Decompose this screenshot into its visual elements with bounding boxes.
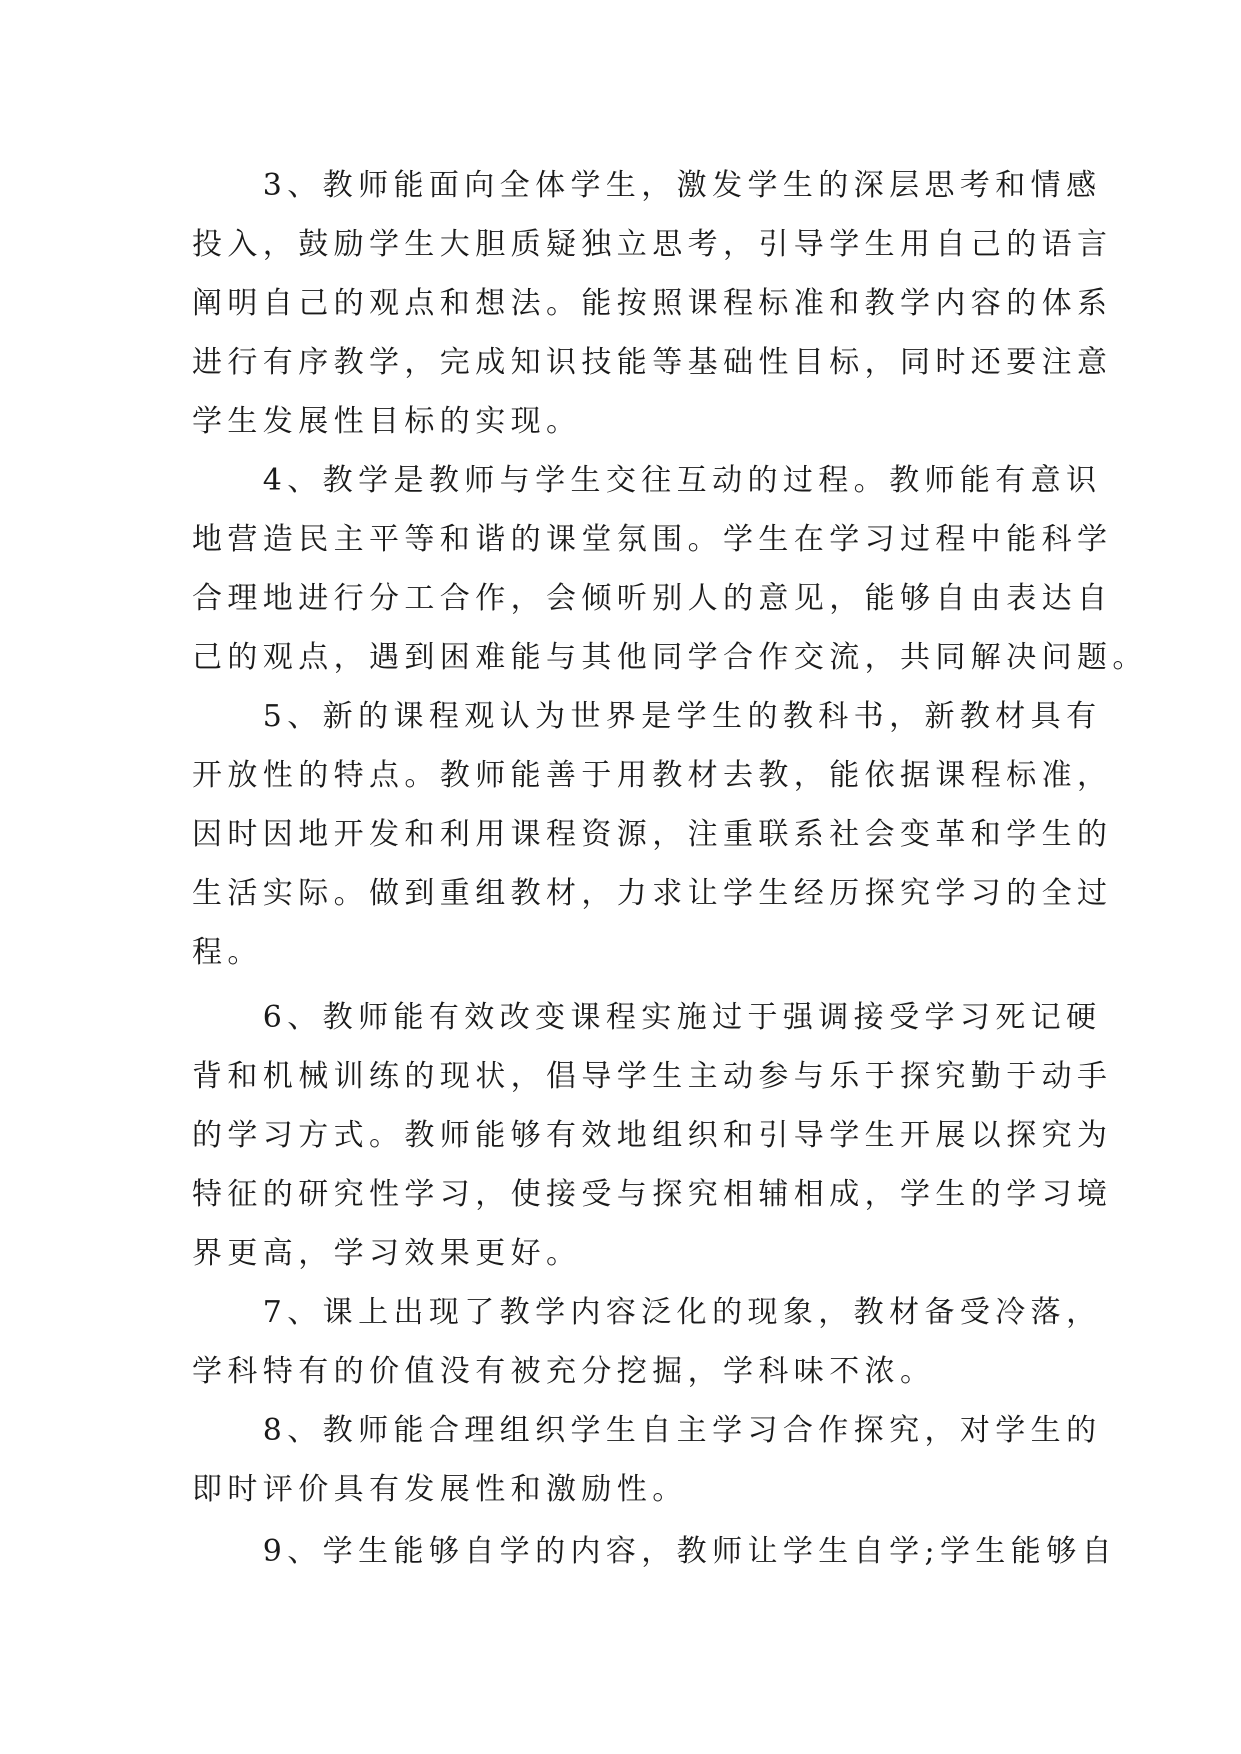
text-line: 阐明自己的观点和想法。能按照课程标准和教学内容的体系 [192, 286, 1113, 321]
text-line: 开放性的特点。教师能善于用教材去教，能依据课程标准， [192, 758, 1113, 793]
text-line: 3、教师能面向全体学生，激发学生的深层思考和情感 [192, 168, 1102, 203]
text-line: 的学习方式。教师能够有效地组织和引导学生开展以探究为 [192, 1118, 1113, 1153]
paragraph-5 [192, 687, 1113, 982]
text-line: 因时因地开发和利用课程资源，注重联系社会变革和学生的 [192, 817, 1113, 852]
text-line: 生活实际。做到重组教材，力求让学生经历探究学习的全过 [192, 876, 1113, 911]
paragraph-9 [192, 1522, 1117, 1581]
text-line: 己的观点，遇到困难能与其他同学合作交流，共同解决问题。 [192, 640, 1148, 675]
text-line: 5、新的课程观认为世界是学生的教科书，新教材具有 [192, 699, 1102, 734]
paragraph-7 [192, 1283, 1102, 1401]
text-line: 学科特有的价值没有被充分挖掘，学科味不浓。 [192, 1354, 936, 1389]
text-line: 合理地进行分工合作，会倾听别人的意见，能够自由表达自 [192, 581, 1113, 616]
text-line: 地营造民主平等和谐的课堂氛围。学生在学习过程中能科学 [192, 522, 1113, 557]
text-line: 7、课上出现了教学内容泛化的现象，教材备受冷落， [192, 1295, 1102, 1330]
text-line: 特征的研究性学习，使接受与探究相辅相成，学生的学习境 [192, 1177, 1113, 1212]
paragraph-6 [192, 988, 1113, 1283]
text-line: 投入，鼓励学生大胆质疑独立思考，引导学生用自己的语言 [192, 227, 1113, 262]
text-line: 即时评价具有发展性和激励性。 [192, 1472, 688, 1507]
text-line: 6、教师能有效改变课程实施过于强调接受学习死记硬 [192, 1000, 1102, 1035]
text-line: 9、学生能够自学的内容，教师让学生自学;学生能够自 [192, 1534, 1117, 1569]
text-line: 8、教师能合理组织学生自主学习合作探究，对学生的 [192, 1413, 1102, 1448]
paragraph-3 [192, 156, 1113, 451]
document-body [192, 156, 1148, 1581]
text-line: 界更高，学习效果更好。 [192, 1236, 582, 1271]
text-line: 学生发展性目标的实现。 [192, 404, 582, 439]
text-line: 进行有序教学，完成知识技能等基础性目标，同时还要注意 [192, 345, 1113, 380]
text-line: 背和机械训练的现状，倡导学生主动参与乐于探究勤于动手 [192, 1059, 1113, 1094]
text-line: 4、教学是教师与学生交往互动的过程。教师能有意识 [192, 463, 1102, 498]
text-line: 程。 [192, 935, 263, 970]
paragraph-8 [192, 1401, 1102, 1519]
paragraph-4 [192, 451, 1148, 687]
